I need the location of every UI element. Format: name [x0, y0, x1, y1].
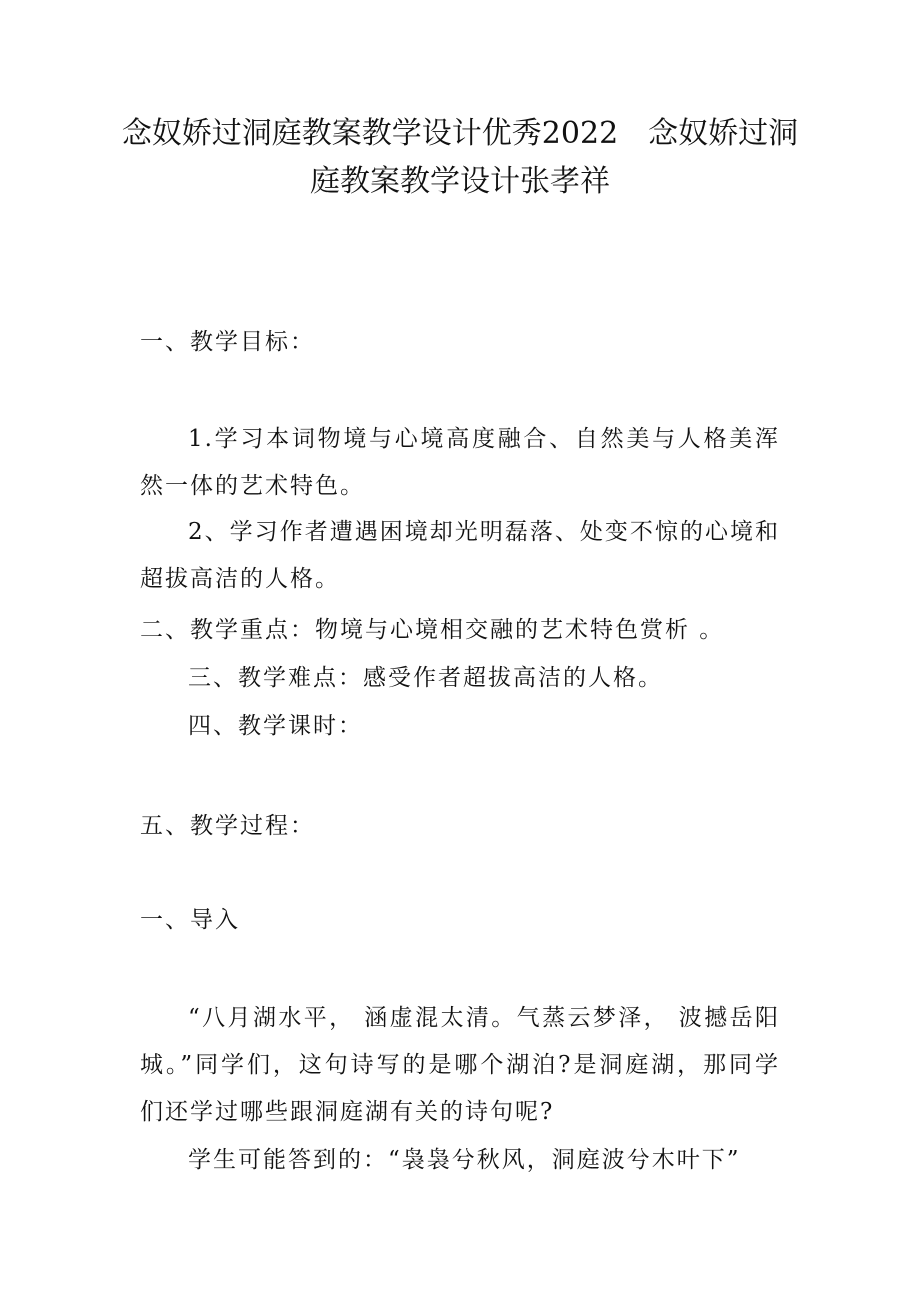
student-answer: 学生可能答到的：“袅袅兮秋风，洞庭波兮木叶下” — [188, 1147, 741, 1173]
intro-paragraph: “八月湖水平， 涵虚混太清。气蒸云梦泽， 波撼岳阳城。”同学们，这句诗写的是哪个湖泊?是洞庭湖，那同学们还学过哪些跟洞庭湖有关的诗句呢? — [140, 1005, 780, 1125]
objective-2: 2、学习作者遭遇困境却光明磊落、处变不惊的心境和超拔高洁的人格。 — [140, 519, 780, 592]
section-heading-process: 五、教学过程： — [140, 813, 315, 839]
document-title-line-2: 庭教案教学设计张孝祥 — [310, 164, 610, 199]
class-periods: 四、教学课时： — [188, 713, 363, 739]
intro-heading: 一、导入 — [140, 907, 240, 933]
objective-1: 1.学习本词物境与心境高度融合、自然美与人格美浑然一体的艺术特色。 — [140, 426, 780, 499]
difficulty: 三、教学难点：感受作者超拔高洁的人格。 — [188, 665, 663, 691]
section-heading-objectives: 一、教学目标： — [140, 329, 315, 355]
document-title-line-1: 念奴娇过洞庭教案教学设计优秀2022 念奴娇过洞 — [121, 116, 799, 151]
key-point: 二、教学重点：物境与心境相交融的艺术特色赏析 。 — [140, 617, 725, 643]
